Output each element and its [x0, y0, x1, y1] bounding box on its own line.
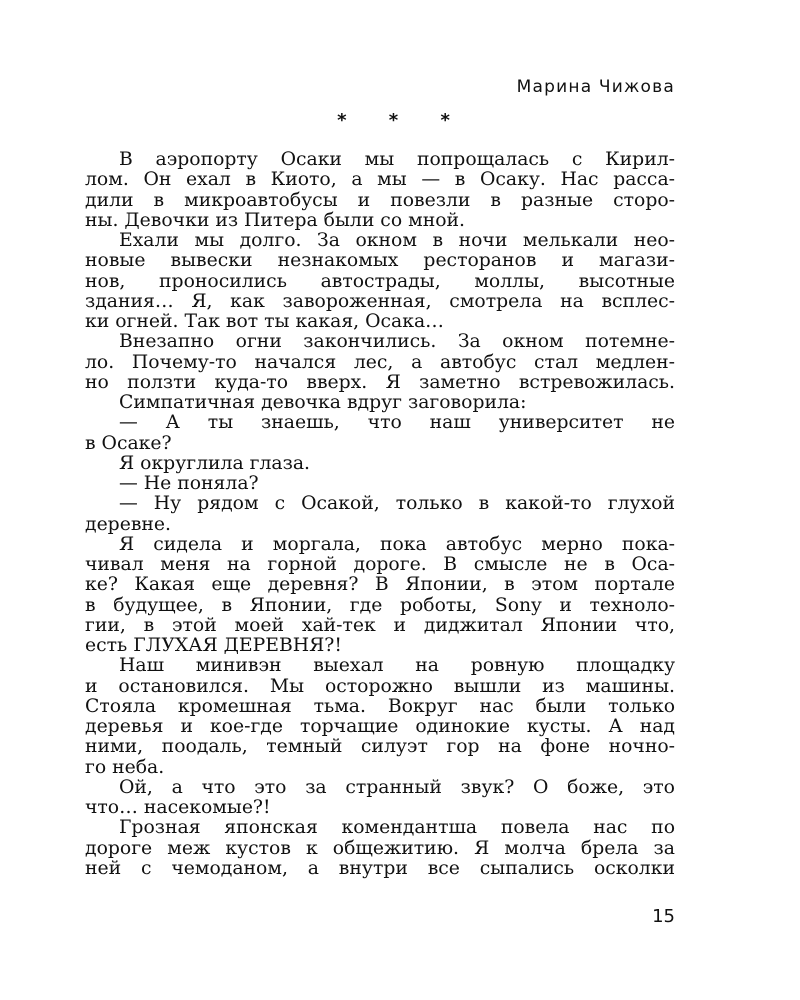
text-line: Я сидела и моргала, пока автобус мерно пока-: [119, 533, 675, 555]
text-line: есть ГЛУХАЯ ДЕРЕВНЯ?!: [85, 635, 342, 656]
text-line: ке? Какая еще деревня? В Японии, в этом портале: [85, 574, 675, 596]
text-line: дили в микроавтобусы и повезли в разные сторо-: [85, 189, 675, 211]
text-line: деревне.: [85, 513, 171, 535]
text-line: дороге меж кустов к общежитию. Я молча брела за: [85, 837, 675, 859]
page-number: 15: [652, 906, 675, 927]
text-line: деревья и кое-где торчащие одинокие кусты. А над: [85, 716, 675, 737]
text-line: в Осаке?: [85, 432, 172, 454]
text-line: и остановился. Мы осторожно вышли из машины.: [85, 675, 675, 697]
text-line: ло. Почему-то начался лес, а автобус стал медлен-: [85, 351, 675, 373]
text-line: ней с чемоданом, а внутри все сыпались осколки: [85, 857, 675, 879]
section-separator: * * *: [337, 110, 468, 131]
text-line: Симпатичная девочка вдруг заговорила:: [119, 392, 527, 413]
text-line: лом. Он ехал в Киото, а мы — в Осаку. Нас расса-: [85, 169, 675, 191]
text-line: гии, в этой моей хай-тек и диджитал Японии что,: [85, 614, 675, 636]
text-line: в будущее, в Японии, где роботы, Sony и техноло-: [85, 594, 675, 616]
text-line: Внезапно огни закончились. За окном потемне-: [119, 331, 675, 353]
text-line: ки огней. Так вот ты какая, Осака…: [85, 311, 444, 332]
text-line: Грозная японская комендантша повела нас по: [119, 817, 675, 839]
text-line: здания… Я, как завороженная, смотрела на всплес-: [85, 290, 675, 312]
text-line: Ехали мы долго. За окном в ночи мелькали нео-: [119, 230, 675, 251]
text-line: Наш минивэн выехал на ровную площадку: [119, 655, 675, 677]
text-line: Ой, а что это за странный звук? О боже, это: [119, 776, 675, 798]
text-line: Я округлила глаза.: [119, 452, 311, 474]
text-line: чивал меня на горной дороге. В смысле не в Оса-: [85, 554, 675, 575]
text-line: что… насекомые?!: [85, 797, 271, 818]
text-line: ны. Девочки из Питера были со мной.: [85, 209, 466, 231]
text-line: Стояла кромешная тьма. Вокруг нас были только: [85, 695, 675, 717]
text-line: В аэропорту Осаки мы попрощалась с Кирил-: [119, 149, 675, 170]
text-line: но ползти куда-то вверх. Я заметно встревожилась.: [85, 371, 675, 393]
text-line: нов, проносились автострады, моллы, высотные: [85, 270, 675, 292]
body-text: [85, 150, 675, 879]
text-line: — А ты знаешь, что наш университет не: [119, 412, 675, 434]
running-head-author: Марина Чижова: [516, 77, 675, 97]
text-line: новые вывески незнакомых ресторанов и магази-: [85, 250, 675, 272]
text-line: го неба.: [85, 756, 165, 778]
text-line: — Ну рядом с Осакой, только в какой-то глухой: [119, 493, 675, 515]
text-line: ними, поодаль, темный силуэт гор на фоне ночно-: [85, 736, 675, 758]
text-line: — Не поняла?: [119, 473, 259, 494]
